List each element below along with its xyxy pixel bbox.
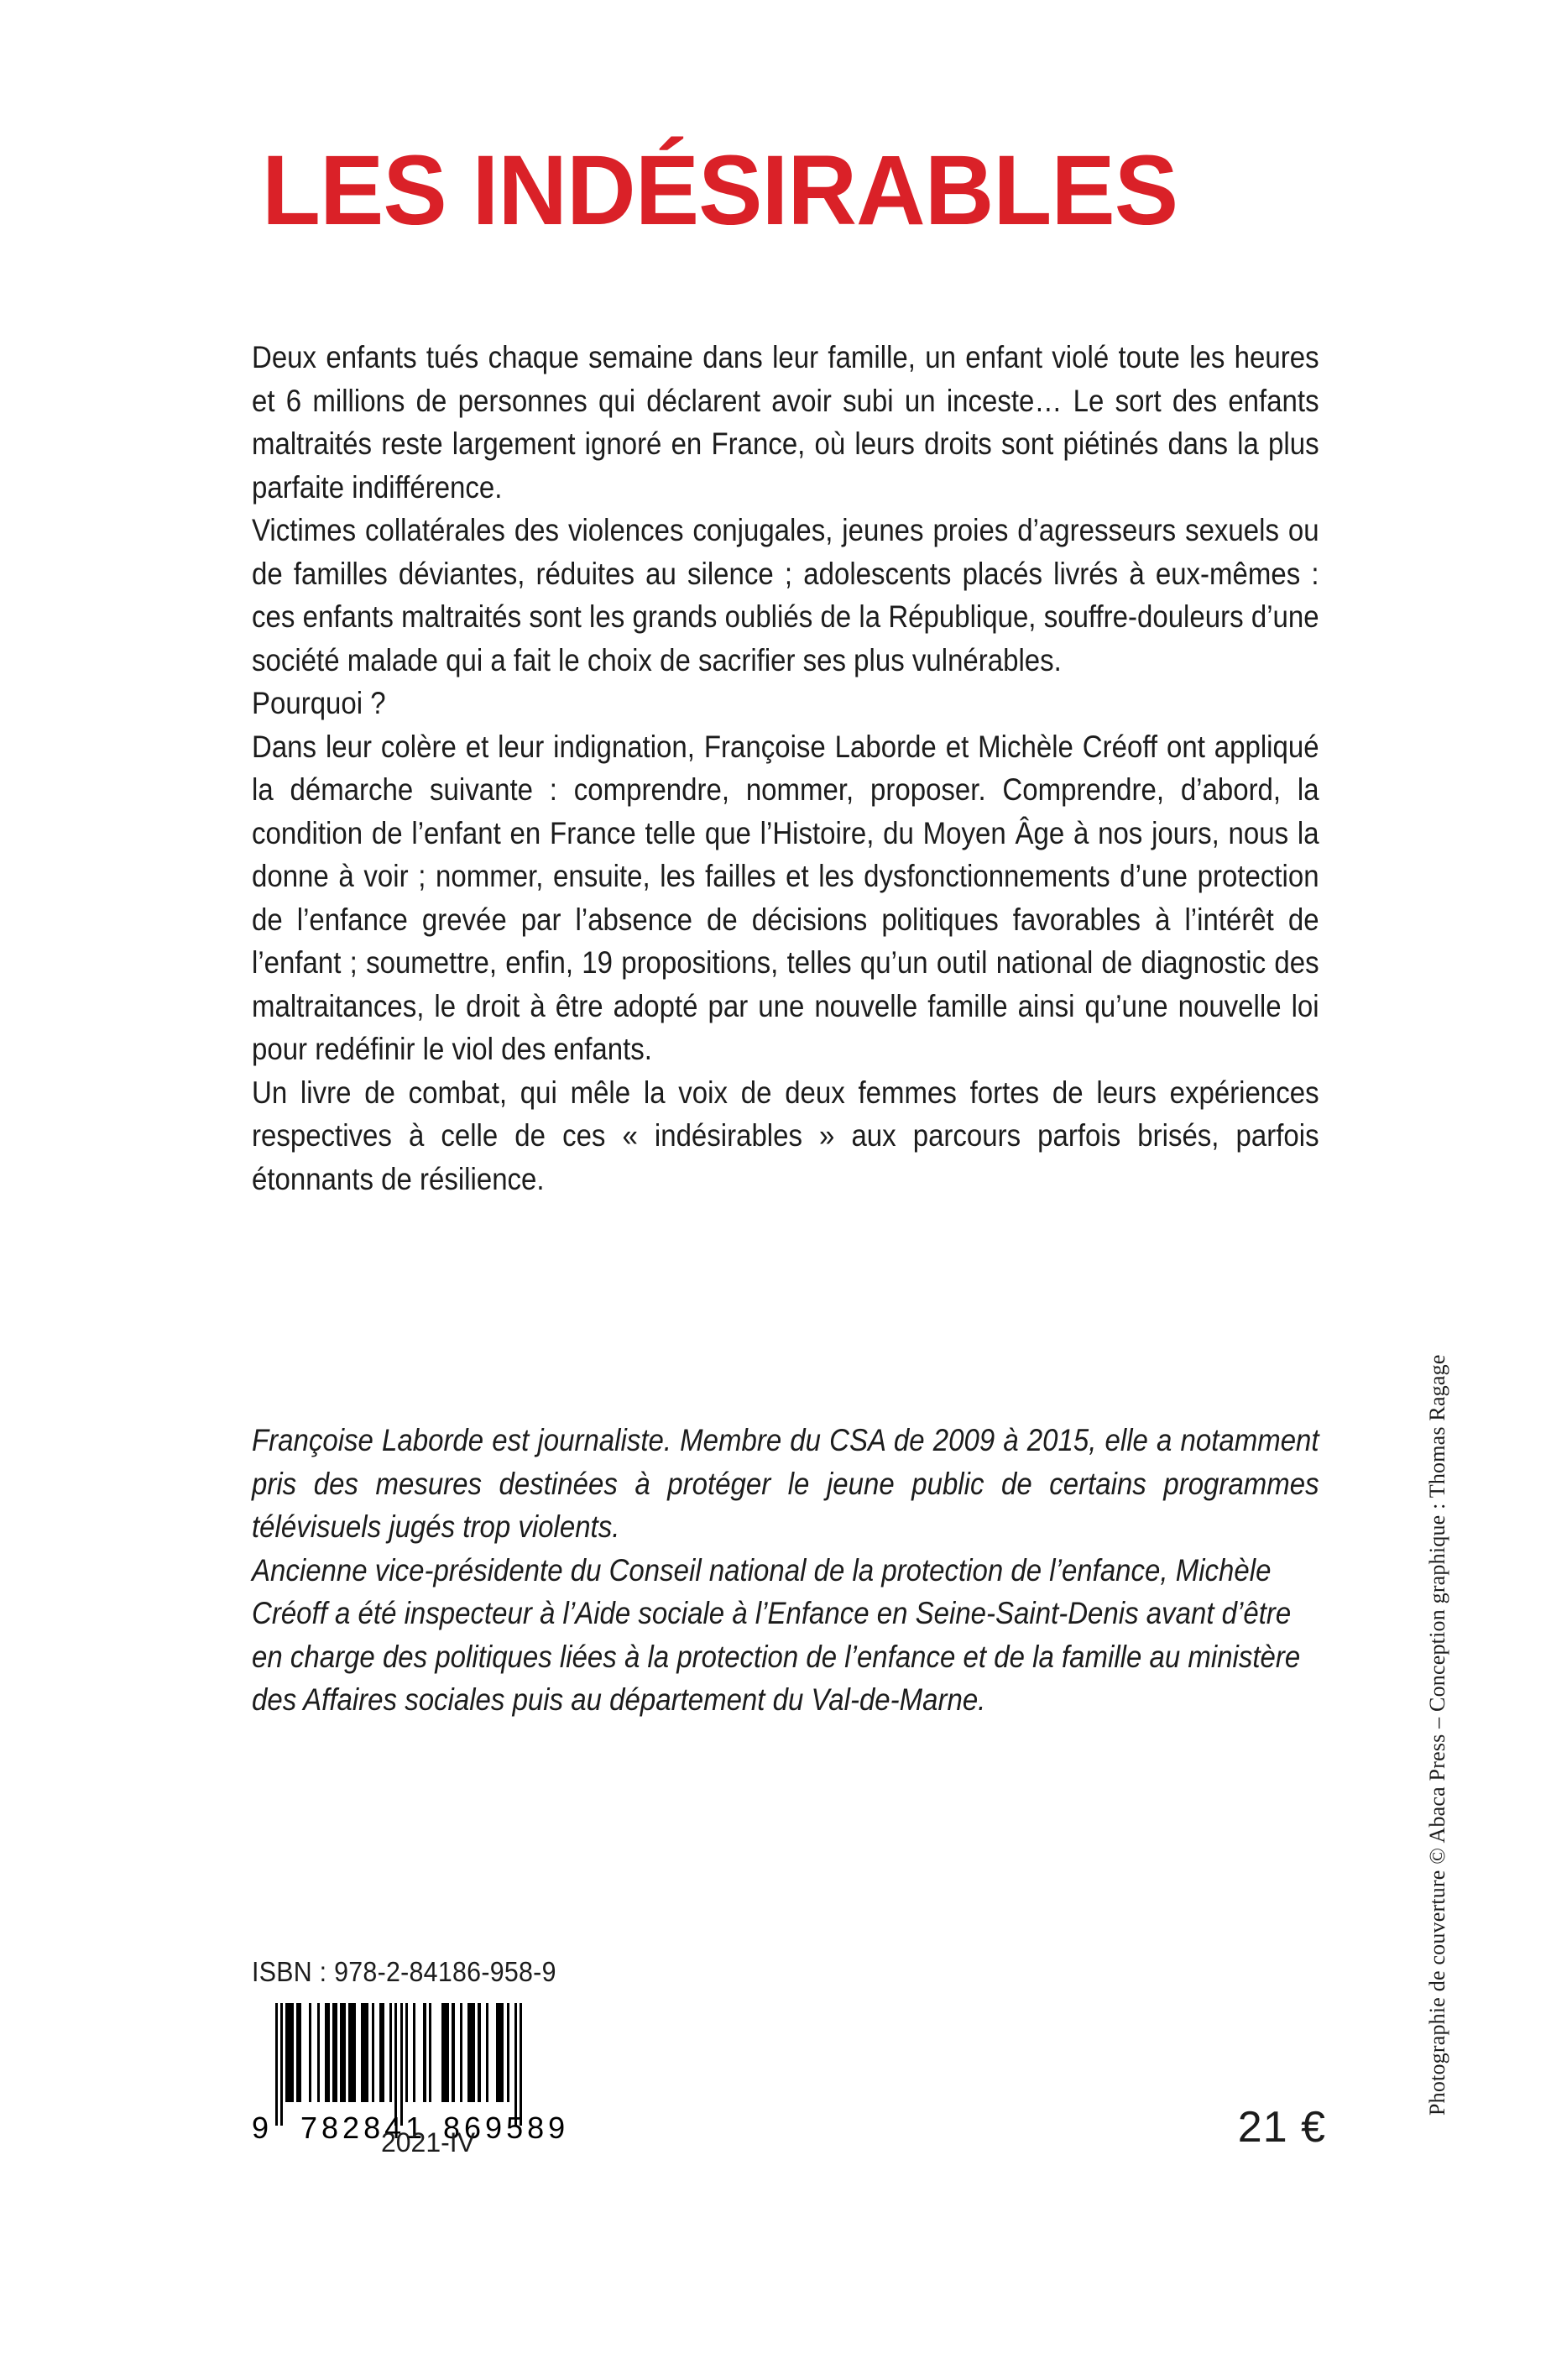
isbn-label: ISBN : 978-2-84186-958-9 (252, 1956, 556, 1987)
isbn-block (252, 1956, 604, 2151)
blurb-paragraph-3: Pourquoi ? (252, 685, 386, 720)
blurb-paragraph-1: Deux enfants tués chaque semaine dans leur famille, un enfant violé toute les heures et 6 millions de personnes qui déclarent avoir subi un inceste… Le sort des enfants maltraités reste largement ignoré en France, où leurs droits sont piétinés dans la plus parfaite indifférence. (252, 339, 1319, 505)
page-title: LES INDÉSIRABLES (262, 135, 1178, 246)
edition-code: 2021-IV (380, 2127, 476, 2158)
price-label: 21 € (1237, 2103, 1326, 2152)
bio-paragraph-laborde: Françoise Laborde est journaliste. Membre du CSA de 2009 à 2015, elle a notamment pris des mesures destinées à protéger le jeune public de certains programmes télévisuels jugés trop violents. (252, 1422, 1319, 1544)
blurb-paragraph-2: Victimes collatérales des violences conjugales, jeunes proies d’agresseurs sexuels ou de familles déviantes, réduites au silence ; adolescents placés livrés à eux-mêmes : ces enfants maltraités sont les grands oubliés de la République, souffre-douleurs d’une société malade qui a fait le choix de sacrifier ses plus vulnérables. (252, 512, 1319, 677)
barcode-digit-group1: 782841 (300, 2111, 427, 2145)
author-bio-block (252, 1419, 1319, 1722)
barcode-digit-group2: 869589 (443, 2111, 570, 2145)
blurb-text-block (252, 336, 1319, 1200)
blurb-paragraph-5: Un livre de combat, qui mêle la voix de deux femmes fortes de leurs expériences respectives à celle de ces « indésirables » aux parcours parfois brisés, parfois étonnants de résilience. (252, 1074, 1319, 1196)
blurb-paragraph-4: Dans leur colère et leur indignation, Françoise Laborde et Michèle Créoff ont appliqué la démarche suivante : comprendre, nommer, proposer. Comprendre, d’abord, la condition de l’enfant en France telle que l’Histoire, du Moyen Âge à nos jours, nous la donne à voir ; nommer, ensuite, les failles et les dysfonctionnements d’une protection de l’enfance grevée par l’absence de décisions politiques favorables à l’intérêt de l’enfant ; soumettre, enfin, 19 propositions, telles qu’un outil national de diagnostic des maltraitances, le droit à être adopté par une nouvelle famille ainsi qu’une nouvelle loi pour redéfinir le viol des enfants. (252, 728, 1319, 1066)
barcode-digit-left: 9 (252, 2111, 270, 2145)
bio-paragraph-creoff: Ancienne vice-présidente du Conseil national de la protection de l’enfance, Michèle Créoff a été inspecteur à l’Aide sociale à l’Enfance en Seine-Saint-Denis avant d’être en charge des politiques liées à la protection de l’enfance et de la famille au ministère des Affaires sociales puis au département du Val-de-Marne. (252, 1551, 1301, 1717)
cover-credit-text: Photographie de couverture © Abaca Press – Conception graphique : Thomas Ragage (1425, 1354, 1449, 2116)
